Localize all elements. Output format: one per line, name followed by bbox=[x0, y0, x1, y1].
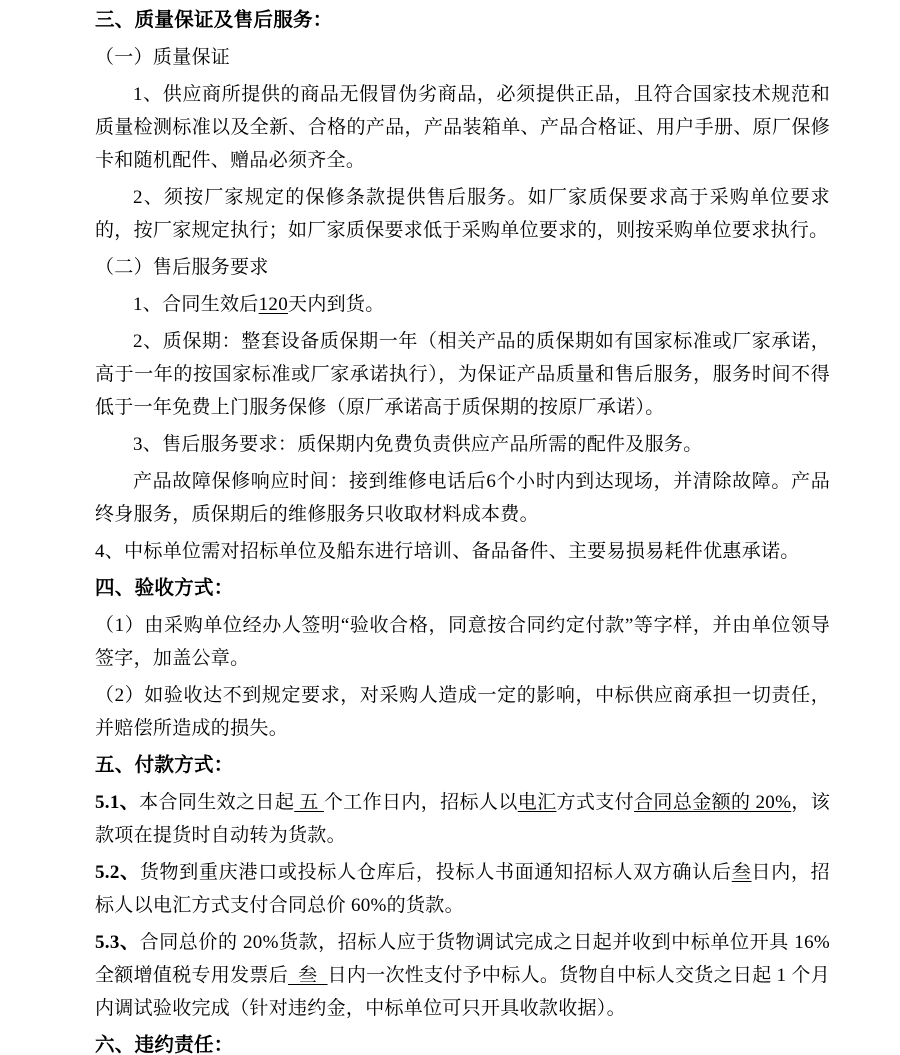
text-segment: 货物到重庆港口或投标人仓库后，投标人书面通知招标人双方确认后 bbox=[139, 862, 732, 883]
clause-number: 5.1、 bbox=[95, 792, 140, 813]
text-segment: 日内一次性支付予中标人。货物自中标人交货之日起 1 个月内调试验收完成（针对违约金，中标单位可只开具收款收据）。 bbox=[95, 965, 830, 1019]
section-breach-heading bbox=[95, 1029, 830, 1055]
subsection-quality-title bbox=[95, 41, 830, 74]
clause-aftersales-delivery bbox=[95, 288, 830, 321]
clause-acceptance-1 bbox=[95, 609, 830, 675]
text-segment: 2、质保期：整套设备质保期一年（相关产品的质保期如有国家标准或厂家承诺，高于一年的按国家标准或厂家承诺执行），为保证产品质量和售后服务，服务时间不得低于一年免费上门服务保修（原厂承诺高于质保期的按原厂承诺）。 bbox=[95, 331, 830, 418]
text-segment: 五、付款方式： bbox=[95, 754, 234, 776]
underlined-text: 叁 bbox=[731, 862, 752, 883]
text-segment: ，该款项在提货时自动转为货款。 bbox=[95, 792, 830, 846]
underlined-text: 叁 bbox=[288, 965, 328, 986]
text-segment: 3、售后服务要求：质保期内免费负责供应产品所需的配件及服务。 bbox=[133, 434, 703, 455]
text-segment: （2）如验收达不到规定要求，对采购人造成一定的影响，中标供应商承担一切责任，并赔偿所造成的损失。 bbox=[95, 685, 830, 739]
text-segment: 产品故障保修响应时间：接到维修电话后6个小时内到达现场，并清除故障。产品终身服务，质保期后的维修服务只收取材料成本费。 bbox=[95, 471, 830, 525]
text-segment: （一）质量保证 bbox=[95, 47, 231, 68]
underlined-text: 五 bbox=[294, 792, 324, 813]
underlined-text: 合同总金额的 20% bbox=[634, 792, 792, 813]
section-quality-heading bbox=[95, 4, 830, 37]
clause-number: 5.2、 bbox=[95, 862, 140, 883]
text-segment: 六、违约责任： bbox=[95, 1034, 234, 1055]
clause-aftersales-service bbox=[95, 428, 830, 461]
underlined-text: 120 bbox=[258, 294, 289, 315]
clause-quality-2 bbox=[95, 181, 830, 247]
text-segment: 合同总价的 20%货款，招标人应于货物调试完成之日起并收到中标单位开具 16%全额增值税专用发票后 bbox=[95, 932, 830, 986]
text-segment: 1、合同生效后 bbox=[133, 294, 259, 315]
text-segment: 天内到货。 bbox=[288, 294, 385, 315]
text-segment: （二）售后服务要求 bbox=[95, 257, 269, 278]
clause-aftersales-warranty bbox=[95, 325, 830, 424]
text-segment: 四、验收方式： bbox=[95, 577, 234, 599]
clause-payment-5-2 bbox=[95, 856, 830, 922]
section-payment-heading bbox=[95, 749, 830, 782]
clause-payment-5-1 bbox=[95, 786, 830, 852]
text-segment: 4、中标单位需对招标单位及船东进行培训、备品备件、主要易损易耗件优惠承诺。 bbox=[95, 541, 800, 562]
text-segment: 个工作日内，招标人以 bbox=[323, 792, 518, 813]
text-segment: 三、质量保证及售后服务： bbox=[95, 9, 333, 31]
subsection-aftersales-title bbox=[95, 251, 830, 284]
text-segment: 1、供应商所提供的商品无假冒伪劣商品，必须提供正品，且符合国家技术规范和质量检测标准以及全新、合格的产品，产品装箱单、产品合格证、用户手册、原厂保修卡和随机配件、赠品必须齐全。 bbox=[95, 84, 830, 171]
section-acceptance-heading bbox=[95, 572, 830, 605]
underlined-text: 电汇 bbox=[517, 792, 557, 813]
text-segment: 2、须按厂家规定的保修条款提供售后服务。如厂家质保要求高于采购单位要求的，按厂家规定执行；如厂家质保要求低于采购单位要求的，则按采购单位要求执行。 bbox=[95, 187, 830, 241]
clause-aftersales-response bbox=[95, 465, 830, 531]
text-segment: 日内，招标人以电汇方式支付合同总价 60%的货款。 bbox=[95, 862, 830, 916]
text-segment: 本合同生效之日起 bbox=[139, 792, 295, 813]
text-segment: （1）由采购单位经办人签明“验收合格，同意按合同约定付款”等字样，并由单位领导签字，加盖公章。 bbox=[95, 615, 830, 669]
clause-number: 5.3、 bbox=[95, 932, 140, 953]
text-segment: 方式支付 bbox=[556, 792, 635, 813]
clause-training bbox=[95, 535, 830, 568]
clause-payment-5-3 bbox=[95, 926, 830, 1025]
clause-acceptance-2 bbox=[95, 679, 830, 745]
clause-quality-1 bbox=[95, 78, 830, 177]
